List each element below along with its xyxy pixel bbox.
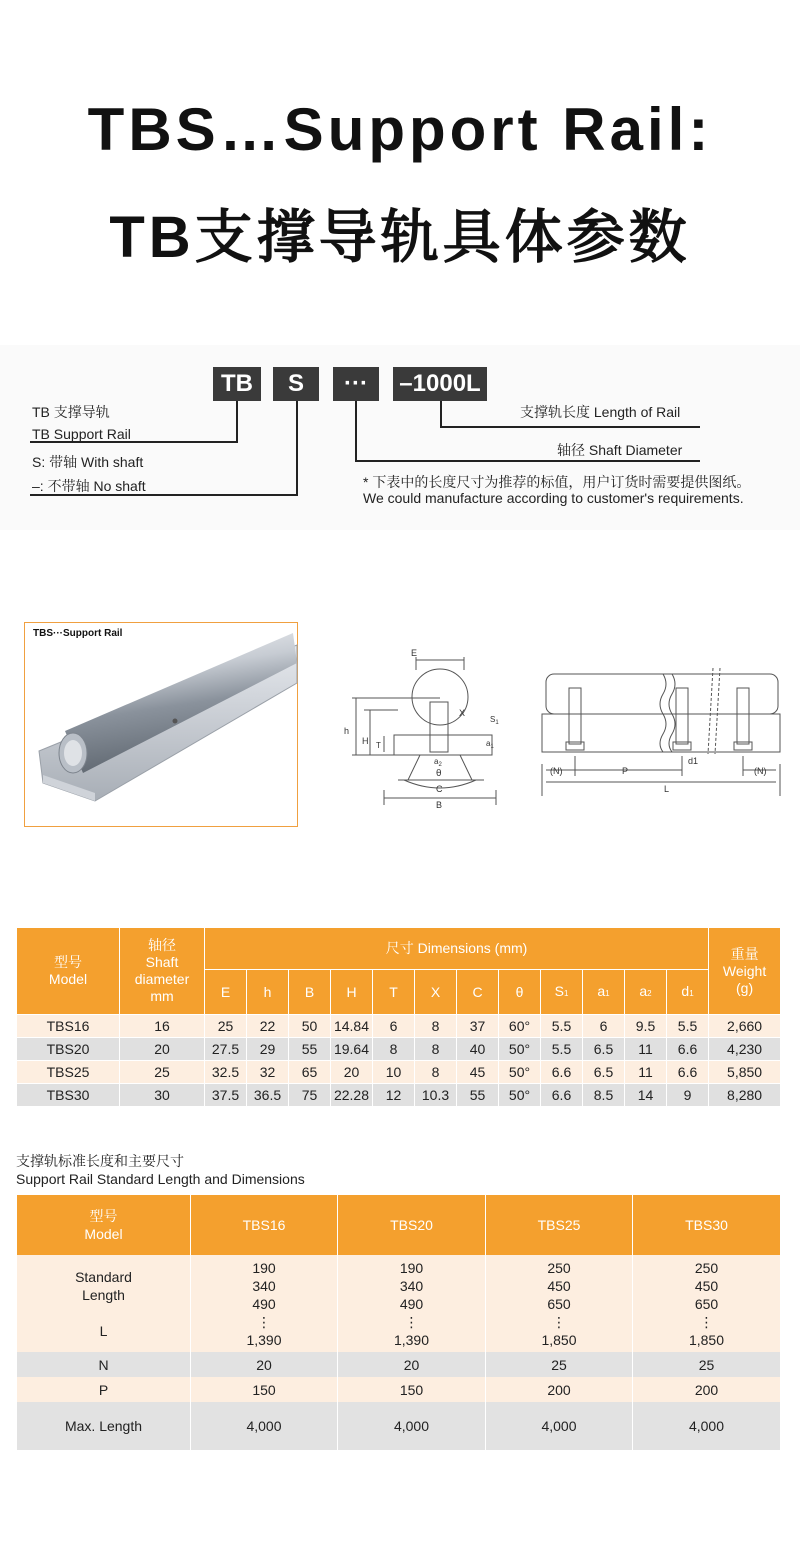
row-label-p: P [17,1377,191,1402]
row-label-n: N [17,1352,191,1377]
dim-h-small: h [344,726,350,736]
dim-a2: $a_2$ [434,757,442,768]
label-no-shaft: –: 不带轴 No shaft [32,478,146,494]
table-cell: 5.5 [667,1015,709,1038]
length-header-model: 型号 Model [17,1195,191,1255]
line-length [440,401,442,428]
table-cell: 16 [120,1015,205,1038]
header-shaft: 轴径 Shaft diameter mm [120,928,205,1015]
table-row [17,1061,781,1084]
line-s [296,401,298,495]
table-cell: TBS16 [17,1015,120,1038]
dim-col-header: h [247,970,289,1015]
table-cell: 5,850 [709,1061,781,1084]
dim-t: T [376,741,381,750]
table-cell: 37 [457,1015,499,1038]
table-cell: 6 [583,1015,625,1038]
line-tb [236,401,238,442]
dim-col-header: T [373,970,415,1015]
dim-col-header: a1 [583,970,625,1015]
table-cell: 10.3 [415,1084,457,1107]
table-cell: 8 [415,1015,457,1038]
dim-n-right: (N) [754,766,767,776]
n-tbs30: 25 [633,1352,781,1377]
table-cell: 36.5 [247,1084,289,1107]
dim-c: C [436,784,443,794]
dim-n-left: (N) [550,766,563,776]
dim-col-header: a2 [625,970,667,1015]
dim-e: E [411,648,418,658]
table-cell: 6 [373,1015,415,1038]
length-header-tbs30: TBS30 [633,1195,781,1255]
dim-s1: $S_1$ [490,715,499,726]
p-tbs16: 150 [191,1377,338,1402]
standard-length-tbs25: 250 450 650 ⋮ 1,850 [486,1255,633,1352]
table-cell: 60° [499,1015,541,1038]
max-tbs25: 4,000 [486,1402,633,1450]
table-cell: 5.5 [541,1015,583,1038]
table-cell: 6.6 [541,1061,583,1084]
table-cell: 5.5 [541,1038,583,1061]
label-with-shaft: S: 带轴 With shaft [32,454,144,470]
table-cell: 45 [457,1061,499,1084]
max-tbs30: 4,000 [633,1402,781,1450]
table-cell: 50° [499,1038,541,1061]
dim-h: H [362,736,369,746]
table-cell: 8.5 [583,1084,625,1107]
table-cell: 4,230 [709,1038,781,1061]
table-cell: 8,280 [709,1084,781,1107]
page-title-en: TBS…Support Rail: [87,96,713,163]
dim-col-header: d1 [667,970,709,1015]
dim-x: X [459,708,466,718]
dim-col-header: C [457,970,499,1015]
table-cell: 8 [415,1061,457,1084]
code-box-dots: ··· [333,367,379,401]
photo-label: TBS···Support Rail [33,628,123,639]
header-model: 型号 Model [17,928,120,1015]
dim-d1: d1 [688,756,699,766]
table-cell: 32 [247,1061,289,1084]
dim-col-header: E [205,970,247,1015]
p-tbs25: 200 [486,1377,633,1402]
table-cell: 6.5 [583,1038,625,1061]
dim-l: L [664,784,670,794]
table-cell: 14.84 [331,1015,373,1038]
n-tbs20: 20 [338,1352,486,1377]
label-tb-cn: TB 支撑导轨 [32,404,110,420]
label-rail-length: 支撑轨长度 Length of Rail [520,404,681,420]
line-dots-h [355,460,700,462]
table-cell: 22 [247,1015,289,1038]
dim-a1: $a_1$ [486,739,494,750]
standard-length-tbs20: 190 340 490 ⋮ 1,390 [338,1255,486,1352]
row-label-standard-length: Standard Length L [17,1255,191,1352]
side-view-drawing [538,664,784,804]
table-cell: 55 [289,1038,331,1061]
note-en: We could manufacture according to customer's requirements. [363,490,744,506]
max-tbs16: 4,000 [191,1402,338,1450]
table-row [17,1084,781,1107]
length-table-caption: 支撑轨标准长度和主要尺寸 Support Rail Standard Length and Dimensions [16,1153,305,1187]
table-cell: 14 [625,1084,667,1107]
table-cell: 11 [625,1061,667,1084]
table-cell: 40 [457,1038,499,1061]
table-cell: 6.6 [541,1084,583,1107]
page-title-cn: TB支撑导轨具体参数 [109,205,691,270]
table-cell: 55 [457,1084,499,1107]
table-cell: 30 [120,1084,205,1107]
header-weight: 重量 Weight (g) [709,928,781,1015]
table-cell: 2,660 [709,1015,781,1038]
table-cell: 75 [289,1084,331,1107]
dim-col-header: S1 [541,970,583,1015]
table-cell: 50 [289,1015,331,1038]
length-table [16,1195,781,1450]
dim-col-header: H [331,970,373,1015]
label-tb-en: TB Support Rail [32,426,131,442]
table-cell: 25 [120,1061,205,1084]
dim-theta: θ [436,769,442,779]
table-cell: 29 [247,1038,289,1061]
table-cell: 50° [499,1084,541,1107]
p-tbs30: 200 [633,1377,781,1402]
line-dots [355,401,357,462]
code-box-tb: TB [213,367,261,401]
table-cell: TBS20 [17,1038,120,1061]
table-cell: 6.6 [667,1038,709,1061]
support-rail-illustration [25,623,297,826]
table-cell: 32.5 [205,1061,247,1084]
table-cell: TBS30 [17,1084,120,1107]
table-cell: 6.6 [667,1061,709,1084]
standard-length-tbs16: 190 340 490 ⋮ 1,390 [191,1255,338,1352]
dim-col-header: B [289,970,331,1015]
table-cell: 65 [289,1061,331,1084]
note-cn: * 下表中的长度尺寸为推荐的标值，用户订货时需要提供图纸。 [363,474,751,490]
table-cell: 10 [373,1061,415,1084]
dim-p: P [622,766,629,776]
table-cell: 11 [625,1038,667,1061]
table-cell: 22.28 [331,1084,373,1107]
table-row [17,1015,781,1038]
p-tbs20: 150 [338,1377,486,1402]
code-box-length: –1000L [393,367,487,401]
header-dimensions: 尺寸 Dimensions (mm) [205,928,709,970]
table-cell: 8 [373,1038,415,1061]
table-cell: 27.5 [205,1038,247,1061]
dim-col-header: θ [499,970,541,1015]
max-tbs20: 4,000 [338,1402,486,1450]
model-code-section [0,345,800,530]
table-cell: 37.5 [205,1084,247,1107]
dimensions-table [16,927,781,1107]
table-cell: 9.5 [625,1015,667,1038]
dim-col-header: X [415,970,457,1015]
table-cell: 19.64 [331,1038,373,1061]
table-cell: 6.5 [583,1061,625,1084]
dim-b: B [436,800,443,810]
code-box-s: S [273,367,319,401]
table-cell: 25 [205,1015,247,1038]
table-row [17,1038,781,1061]
cross-section-drawing [338,640,498,820]
line-length-h [440,426,700,428]
table-cell: 20 [331,1061,373,1084]
label-shaft-diameter: 轴径 Shaft Diameter [557,442,683,458]
table-cell: 20 [120,1038,205,1061]
table-cell: 8 [415,1038,457,1061]
table-cell: 50° [499,1061,541,1084]
standard-length-tbs30: 250 450 650 ⋮ 1,850 [633,1255,781,1352]
table-cell: TBS25 [17,1061,120,1084]
table-cell: 12 [373,1084,415,1107]
length-header-tbs20: TBS20 [338,1195,486,1255]
length-header-tbs16: TBS16 [191,1195,338,1255]
product-photo [24,622,298,827]
table-cell: 9 [667,1084,709,1107]
length-header-tbs25: TBS25 [486,1195,633,1255]
n-tbs16: 20 [191,1352,338,1377]
row-label-max-length: Max. Length [17,1402,191,1450]
n-tbs25: 25 [486,1352,633,1377]
